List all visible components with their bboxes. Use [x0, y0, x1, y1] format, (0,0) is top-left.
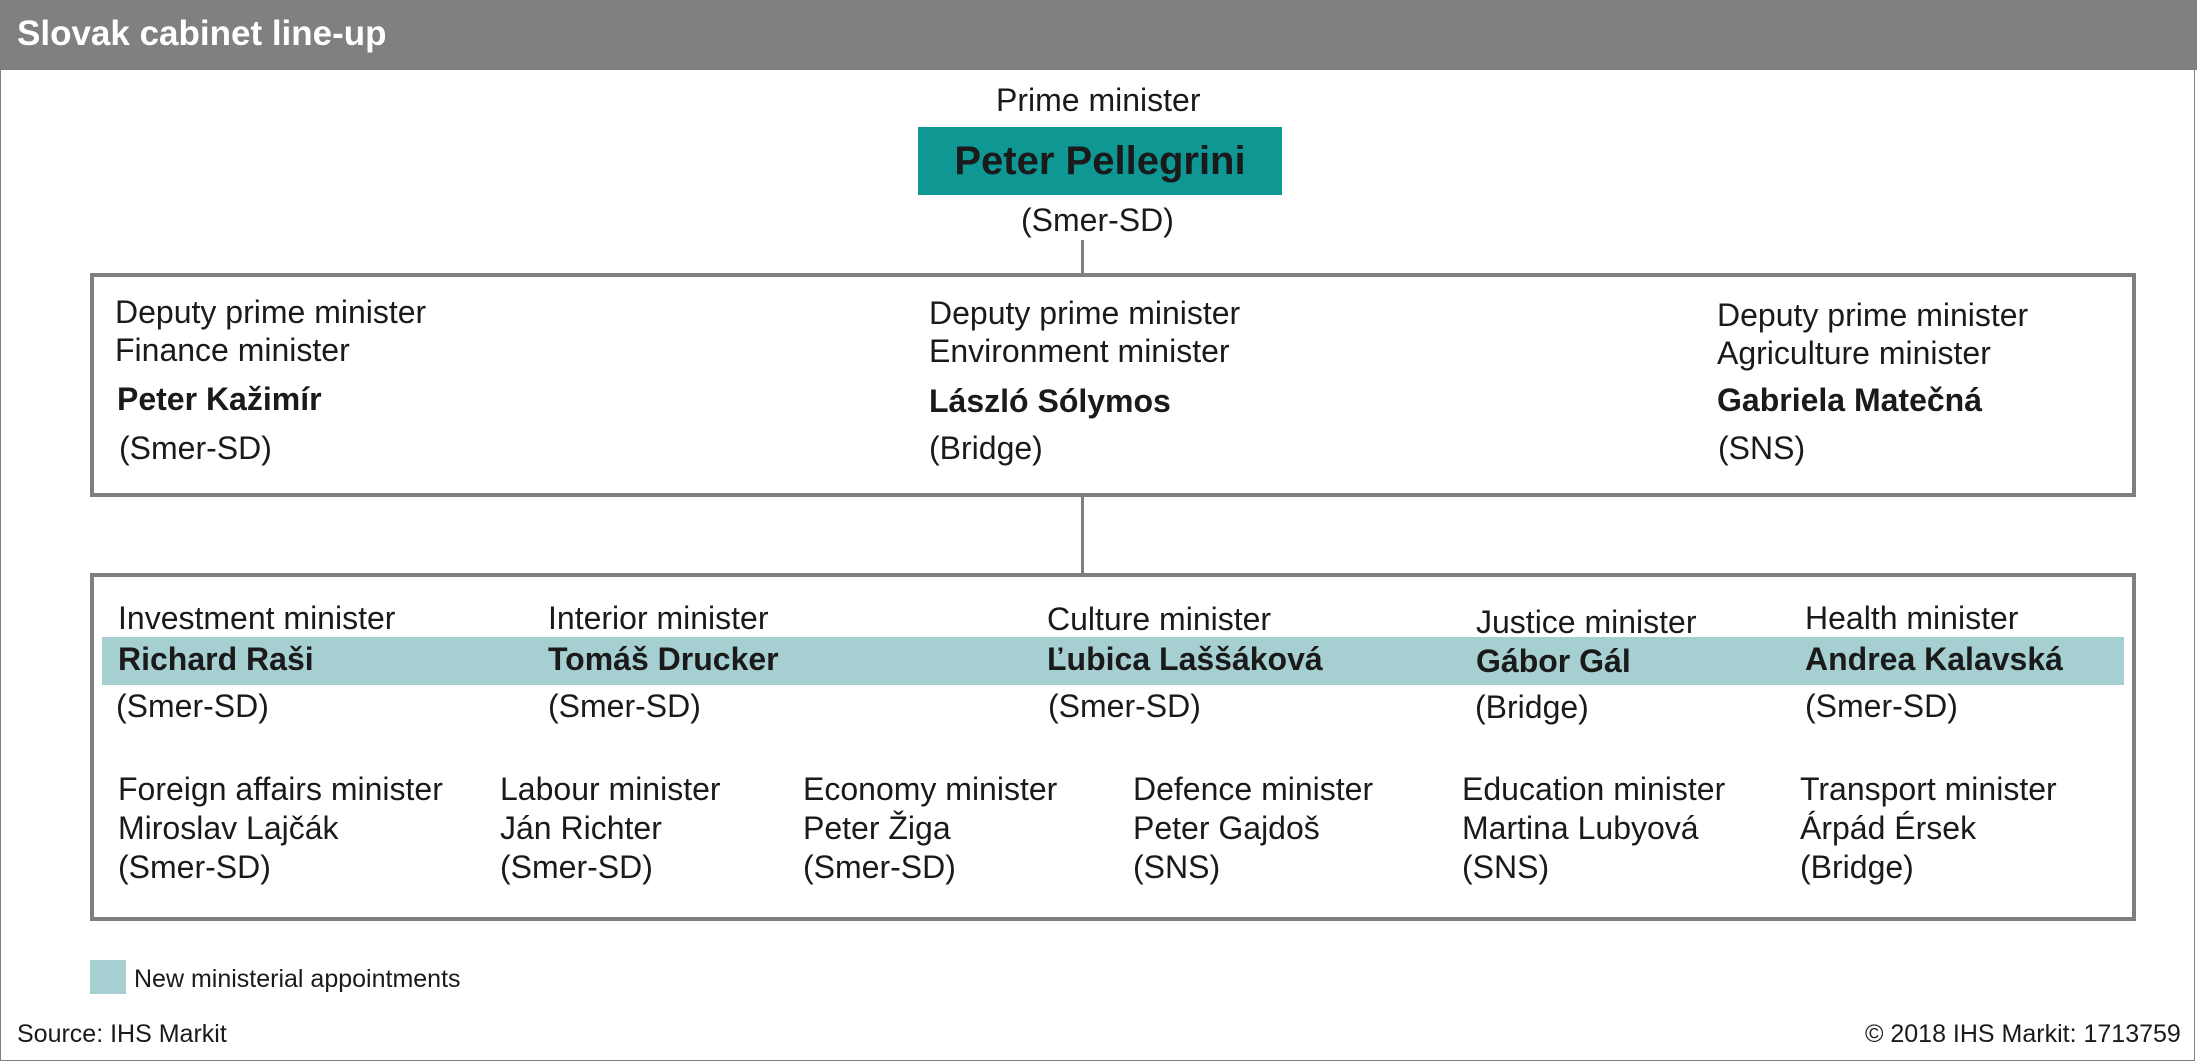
other-minister-4-party: (SNS)	[1133, 849, 1221, 885]
other-minister-2-party: (Smer-SD)	[500, 849, 653, 885]
other-minister-3-role: Economy minister	[803, 771, 1058, 807]
new-minister-1-role: Investment minister	[118, 600, 396, 636]
other-minister-1	[118, 770, 443, 887]
connector-pm-deputies	[1081, 240, 1084, 274]
chart-title: Slovak cabinet line-up	[17, 14, 387, 53]
other-minister-4-role: Defence minister	[1133, 771, 1374, 807]
new-minister-1-name: Richard Raši	[118, 641, 314, 677]
other-minister-6-role: Transport minister	[1800, 771, 2057, 807]
new-minister-2-party: (Smer-SD)	[548, 688, 701, 724]
deputy-3-role2: Agriculture minister	[1717, 335, 1991, 371]
deputy-2-role1: Deputy prime minister	[929, 295, 1241, 331]
pm-party: (Smer-SD)	[1021, 202, 1174, 238]
new-minister-3-party: (Smer-SD)	[1048, 688, 1201, 724]
deputy-1-role2: Finance minister	[115, 332, 350, 368]
pm-name-box	[918, 127, 1282, 195]
deputy-2-role2: Environment minister	[929, 333, 1230, 369]
new-minister-5-name: Andrea Kalavská	[1805, 641, 2063, 677]
other-minister-6	[1800, 770, 2057, 887]
other-minister-3-name: Peter Žiga	[803, 810, 951, 846]
deputy-3-roles	[1717, 296, 2028, 372]
other-minister-5-role: Education minister	[1462, 771, 1726, 807]
deputy-1-role1: Deputy prime minister	[115, 294, 427, 330]
deputy-3-name: Gabriela Matečná	[1717, 382, 1982, 418]
new-minister-4-name: Gábor Gál	[1476, 643, 1631, 679]
deputy-2-name: László Sólymos	[929, 383, 1171, 419]
deputy-3-role1: Deputy prime minister	[1717, 297, 2029, 333]
new-minister-5-role: Health minister	[1805, 600, 2019, 636]
other-minister-3-party: (Smer-SD)	[803, 849, 956, 885]
source-note: Source: IHS Markit	[17, 1020, 227, 1048]
other-minister-5	[1462, 770, 1725, 887]
new-minister-2-name: Tomáš Drucker	[548, 641, 779, 677]
other-minister-1-party: (Smer-SD)	[118, 849, 271, 885]
new-minister-2-role: Interior minister	[548, 600, 769, 636]
new-minister-3-role: Culture minister	[1047, 601, 1272, 637]
other-minister-3	[803, 770, 1057, 887]
other-minister-4	[1133, 770, 1373, 887]
other-minister-6-party: (Bridge)	[1800, 849, 1914, 885]
title-bar	[0, 0, 2197, 70]
other-minister-5-name: Martina Lubyová	[1462, 810, 1699, 846]
new-minister-3-name: Ľubica Laššáková	[1047, 641, 1323, 677]
new-minister-1-party: (Smer-SD)	[116, 688, 269, 724]
other-minister-1-name: Miroslav Lajčák	[118, 810, 339, 846]
deputy-1-roles	[115, 293, 426, 369]
new-minister-5-party: (Smer-SD)	[1805, 688, 1958, 724]
legend-label: New ministerial appointments	[134, 965, 461, 993]
deputy-1-party: (Smer-SD)	[119, 430, 272, 466]
connector-deputies-ministers	[1081, 497, 1084, 574]
other-minister-2	[500, 770, 721, 887]
other-minister-2-name: Ján Richter	[500, 810, 662, 846]
legend-swatch	[90, 960, 126, 994]
pm-role-label: Prime minister	[996, 82, 1201, 118]
other-minister-6-name: Árpád Érsek	[1800, 810, 1977, 846]
deputy-1-name: Peter Kažimír	[117, 381, 322, 417]
copyright-note: © 2018 IHS Markit: 1713759	[1865, 1020, 2181, 1048]
other-minister-5-party: (SNS)	[1462, 849, 1550, 885]
deputy-2-roles	[929, 294, 1240, 370]
new-minister-4-party: (Bridge)	[1475, 689, 1589, 725]
pm-name: Peter Pellegrini	[954, 138, 1246, 183]
deputy-2-party: (Bridge)	[929, 430, 1043, 466]
other-minister-2-role: Labour minister	[500, 771, 721, 807]
new-minister-4-role: Justice minister	[1476, 604, 1697, 640]
other-minister-4-name: Peter Gajdoš	[1133, 810, 1320, 846]
deputy-3-party: (SNS)	[1718, 430, 1806, 466]
other-minister-1-role: Foreign affairs minister	[118, 771, 443, 807]
